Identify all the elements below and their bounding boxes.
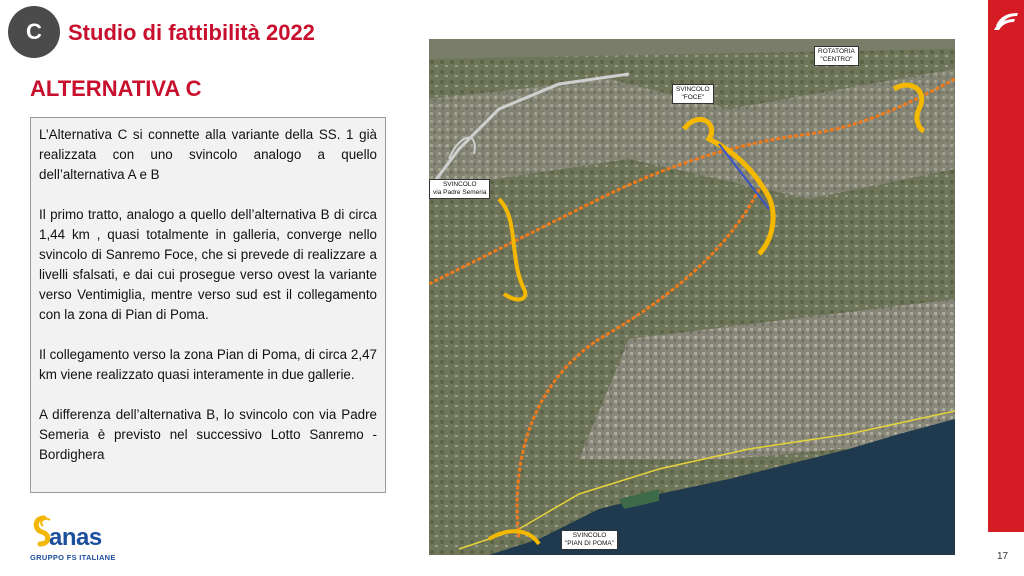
section-letter: C — [26, 19, 42, 44]
anas-tagline: GRUPPO FS ITALIANE — [30, 553, 116, 562]
map-image — [429, 39, 955, 555]
paragraph-2: Il primo tratto, analogo a quello dell’alternativa B di circa 1,44 km , quasi totalmente in galleria, converge nello svincolo di Sanremo Foce, che si prevede di realizzare a livelli sfalsati, e dai cui prosegue verso ovest la variante verso Ventimiglia, mentre verso sud est il collegamento con la zona di Pian di Poma. — [39, 207, 377, 322]
section-badge — [8, 6, 60, 58]
paragraph-3: Il collegamento verso la zona Pian di Poma, di circa 2,47 km viene realizzato quasi interamente in due gallerie. — [39, 347, 377, 382]
anas-wordmark: anas — [49, 524, 102, 551]
label-svincolo-semeria: SVINCOLO via Padre Semeria — [429, 179, 490, 199]
fs-logo-icon — [990, 8, 1022, 34]
slide-subtitle: ALTERNATIVA C — [30, 76, 202, 101]
paragraph-1: L’Alternativa C si connette alla variante della SS. 1 già realizzata con uno svincolo analogo a quello dell’alternativa A e B — [39, 127, 377, 182]
label-svincolo-foce: SVINCOLO "FOCE" — [672, 84, 714, 104]
page-number: 17 — [997, 551, 1009, 562]
side-bar — [988, 0, 1024, 576]
label-svincolo-pian-di-poma: SVINCOLO "PIAN DI POMA" — [561, 530, 618, 550]
label-rotatoria-centro: ROTATORIA "CENTRO" — [814, 46, 859, 66]
slide-title: Studio di fattibilità 2022 — [68, 20, 315, 45]
description-box — [30, 117, 386, 493]
paragraph-4: A differenza dell’alternativa B, lo svincolo con via Padre Semeria è previsto nel successivo Lotto Sanremo - Bordighera — [39, 407, 377, 462]
route-map — [429, 39, 955, 555]
